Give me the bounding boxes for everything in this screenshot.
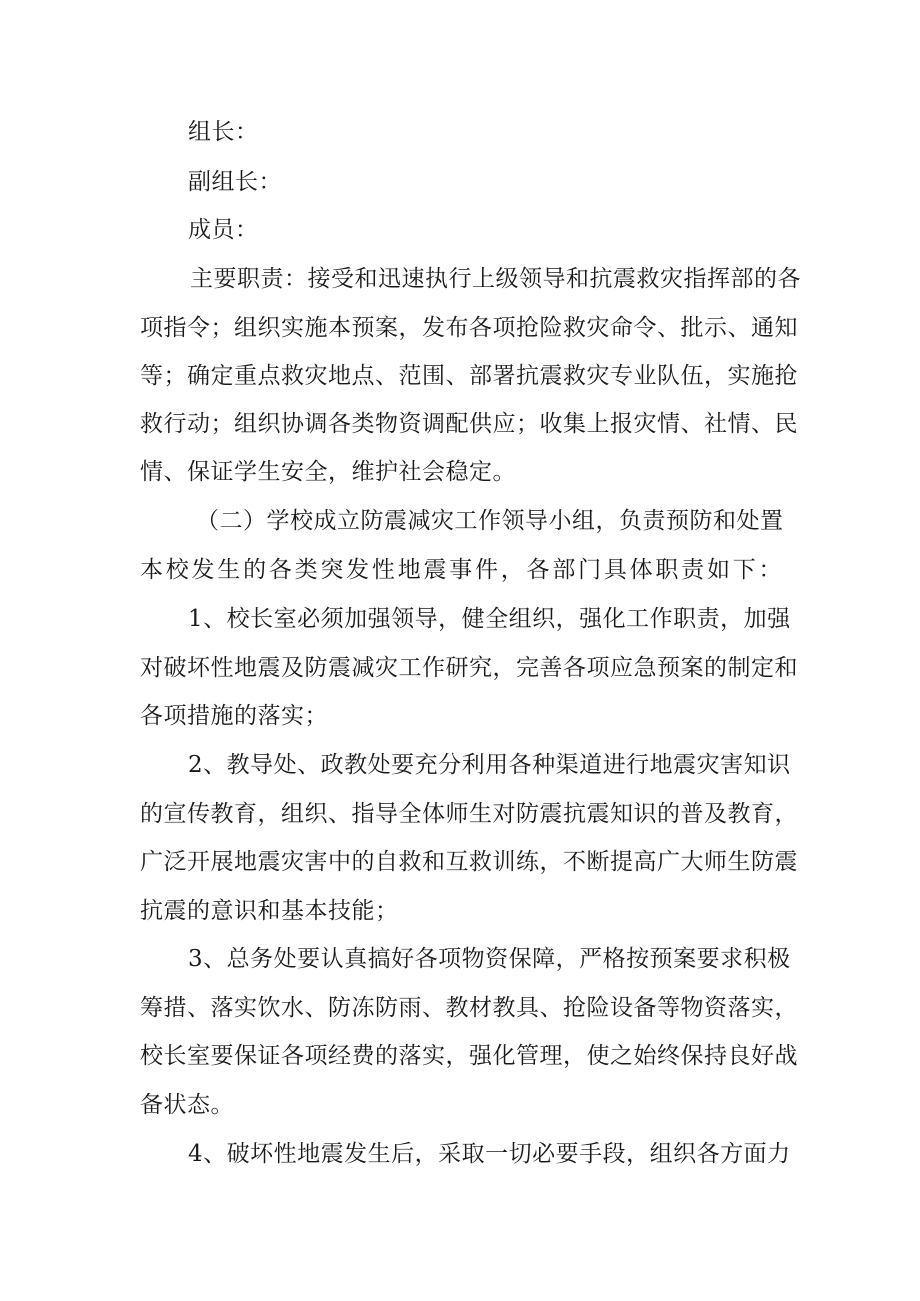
role-deputy-leader: 副组长： <box>188 169 282 195</box>
item4-line-1: 4、破坏性地震发生后，采取一切必要手段，组织各方面力 <box>188 1141 791 1167</box>
duties-line-5: 情、保证学生安全，维护社会稳定。 <box>140 459 516 485</box>
duties-line-4: 救行动；组织协调各类物资调配供应；收集上报灾情、社情、民 <box>140 411 798 437</box>
item1-line-2: 对破坏性地震及防震减灾工作研究，完善各项应急预案的制定和 <box>140 655 798 681</box>
item1-line-3: 各项措施的落实； <box>140 703 328 729</box>
item1-line-1: 1、校长室必须加强领导，健全组织，强化工作职责，加强 <box>188 606 791 632</box>
role-members: 成员： <box>188 217 259 243</box>
section2-line-1: （二）学校成立防震减灾工作领导小组，负责预防和处置 <box>196 508 784 534</box>
item3-line-1: 3、总务处要认真搞好各项物资保障，严格按预案要求积极 <box>188 946 791 972</box>
item3-line-4: 备状态。 <box>140 1092 234 1118</box>
duties-line-1: 主要职责：接受和迅速执行上级领导和抗震救灾指挥部的各 <box>190 266 801 292</box>
duties-line-2: 项指令；组织实施本预案，发布各项抢险救灾命令、批示、通知 <box>140 315 798 341</box>
item2-line-3: 广泛开展地震灾害中的自救和互救训练，不断提高广大师生防震 <box>140 849 798 875</box>
item2-line-4: 抗震的意识和基本技能； <box>140 898 399 924</box>
item2-line-2: 的宣传教育，组织、指导全体师生对防震抗震知识的普及教育， <box>140 801 798 827</box>
item3-line-2: 筹措、落实饮水、防冻防雨、教材教具、抢险设备等物资落实， <box>140 995 798 1021</box>
role-leader: 组长： <box>188 119 259 145</box>
item3-line-3: 校长室要保证各项经费的落实，强化管理，使之始终保持良好战 <box>140 1043 798 1069</box>
item2-line-1: 2、教导处、政教处要充分利用各种渠道进行地震灾害知识 <box>188 752 791 778</box>
section2-line-2: 本校发生的各类突发性地震事件，各部门具体职责如下： <box>140 557 782 583</box>
duties-line-3: 等；确定重点救灾地点、范围、部署抗震救灾专业队伍，实施抢 <box>140 363 798 389</box>
